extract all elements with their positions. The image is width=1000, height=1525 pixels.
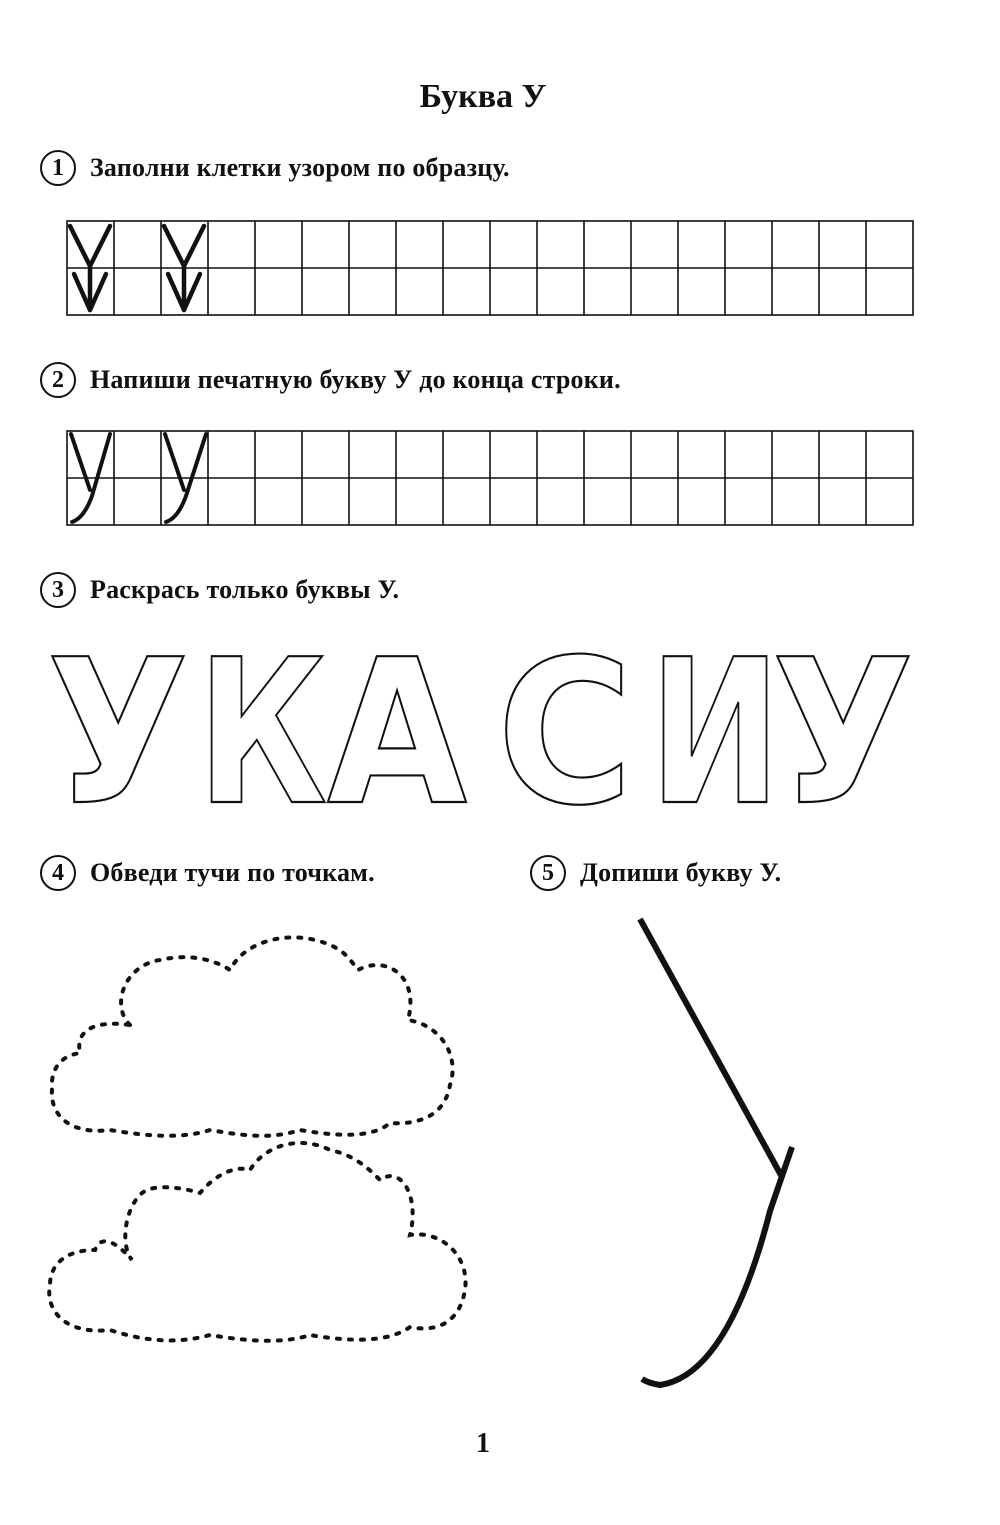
task-instruction: Обведи тучи по точкам. bbox=[90, 858, 375, 887]
letter-left-stroke bbox=[640, 919, 782, 1177]
coloring-word[interactable] bbox=[40, 640, 940, 820]
task-3 bbox=[40, 572, 399, 608]
coloring-letter-k[interactable]: К bbox=[197, 640, 327, 820]
task-instruction: Допиши букву У. bbox=[580, 858, 782, 887]
page-number: 1 bbox=[476, 1428, 490, 1459]
partial-letter-u[interactable] bbox=[620, 905, 820, 1405]
task-instruction: Раскрась только буквы У. bbox=[90, 575, 400, 604]
coloring-letter-u-1[interactable]: У bbox=[47, 640, 189, 820]
task-number: 3 bbox=[40, 572, 76, 608]
task-number: 4 bbox=[40, 855, 76, 891]
pattern-grid[interactable] bbox=[66, 220, 916, 318]
coloring-letter-u-2[interactable]: У bbox=[772, 640, 914, 820]
task-4 bbox=[40, 855, 375, 891]
task-number: 2 bbox=[40, 362, 76, 398]
coloring-letter-a[interactable]: А bbox=[327, 640, 467, 820]
task-2 bbox=[40, 362, 621, 398]
dotted-clouds[interactable] bbox=[40, 925, 500, 1375]
coloring-letter-s[interactable]: С bbox=[497, 640, 633, 820]
writing-grid[interactable] bbox=[66, 430, 916, 528]
task-number: 5 bbox=[530, 855, 566, 891]
dotted-cloud-top bbox=[52, 937, 453, 1135]
task-instruction: Заполни клетки узором по образцу. bbox=[90, 153, 510, 182]
task-number: 1 bbox=[40, 150, 76, 186]
task-instruction: Напиши печатную букву У до конца строки. bbox=[90, 365, 621, 394]
task-5 bbox=[530, 855, 781, 891]
page-title: Буква У bbox=[419, 78, 547, 115]
letter-right-stroke bbox=[642, 1147, 792, 1385]
coloring-letter-i[interactable]: И bbox=[649, 640, 781, 820]
task-1 bbox=[40, 150, 510, 186]
dotted-cloud-bottom bbox=[49, 1143, 465, 1341]
